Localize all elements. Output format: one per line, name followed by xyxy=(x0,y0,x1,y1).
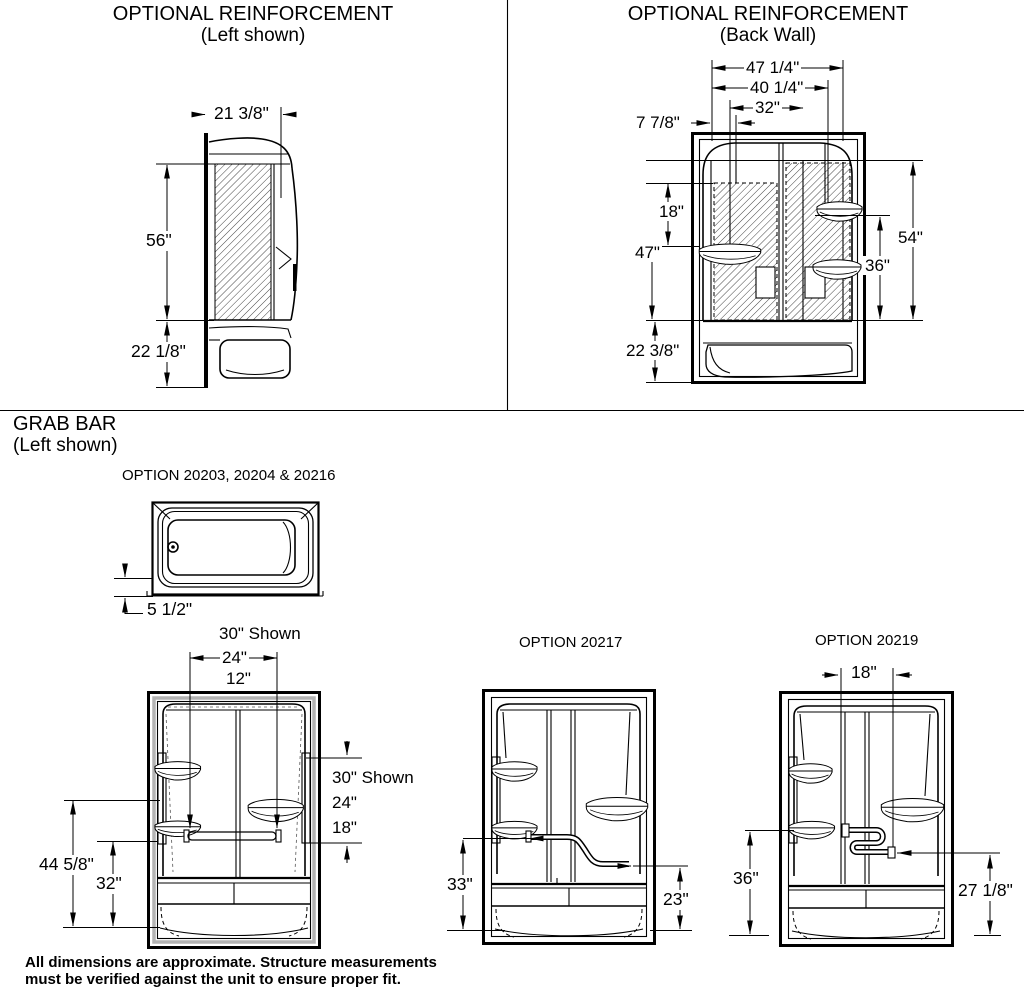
reinf-back-title: OPTIONAL REINFORCEMENT xyxy=(627,3,909,25)
dim-top-12: 12" xyxy=(226,669,251,688)
footer-line1: All dimensions are approximate. Structure measurements xyxy=(25,954,437,971)
dim-left-bottom: 22 1/8" xyxy=(131,341,186,361)
reinf-left-title: OPTIONAL REINFORCEMENT xyxy=(112,3,394,25)
dim-top-shown: 30" Shown xyxy=(219,624,301,643)
dim-left-inner: 32" xyxy=(96,873,122,893)
dim-20219-right: 27 1/8" xyxy=(958,880,1013,900)
dim-back-h36: 36" xyxy=(865,256,890,275)
dim-apron: 5 1/2" xyxy=(147,599,193,619)
dim-20217-right: 23" xyxy=(663,889,689,909)
dim-left-height: 56" xyxy=(146,230,172,250)
grabbar-subtitle: (Left shown) xyxy=(13,435,118,456)
grabbar-main-drawing xyxy=(63,652,362,948)
dim-back-offset: 7 7/8" xyxy=(636,113,680,132)
reinf-left-subtitle: (Left shown) xyxy=(200,25,306,46)
dim-top-24: 24" xyxy=(222,648,247,667)
dim-back-w3: 32" xyxy=(755,98,780,117)
dim-back-w2: 40 1/4" xyxy=(750,78,804,97)
tub-top-view-drawing xyxy=(114,503,323,615)
dim-back-h47: 47" xyxy=(635,243,660,262)
dim-20217-left: 33" xyxy=(447,874,473,894)
dim-back-hbot: 22 3/8" xyxy=(626,341,680,360)
option1-label: OPTION 20203, 20204 & 20216 xyxy=(122,467,336,484)
footer-line2: must be verified against the unit to ensure proper fit. xyxy=(25,971,401,988)
option-20219-drawing xyxy=(729,668,1001,946)
grabbar-title: GRAB BAR xyxy=(13,413,117,435)
option2-label: OPTION 20217 xyxy=(519,634,623,651)
dim-20219-top: 18" xyxy=(851,662,877,682)
dim-back-h18: 18" xyxy=(659,202,684,221)
reinf-back-subtitle: (Back Wall) xyxy=(719,25,817,46)
dim-back-w1: 47 1/4" xyxy=(746,58,800,77)
dim-20219-left: 36" xyxy=(733,868,759,888)
dim-back-h54: 54" xyxy=(898,228,923,247)
dim-side-24: 24" xyxy=(332,793,357,812)
dim-side-shown: 30" Shown xyxy=(332,768,414,787)
dim-left-width: 21 3/8" xyxy=(214,103,269,123)
dim-side-18: 18" xyxy=(332,818,357,837)
dim-left-outer: 44 5/8" xyxy=(39,854,94,874)
option-20217-drawing xyxy=(447,691,692,944)
option3-label: OPTION 20219 xyxy=(815,632,919,649)
